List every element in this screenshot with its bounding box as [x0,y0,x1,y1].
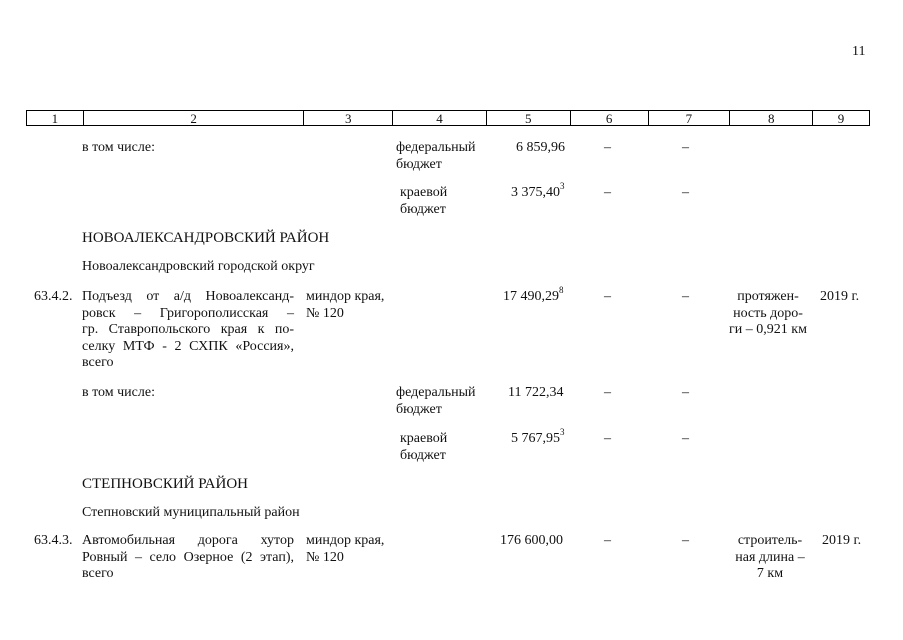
footnote-mark: 8 [559,285,564,296]
header-col-7: 7 [649,111,731,125]
total-amount: 17 490,29$^8$ [503,285,564,304]
funding-source-federal: федеральный бюджет [396,385,476,417]
funding-source-regional: краевой бюджет [400,185,448,217]
completion-year: 2019 г. [820,289,860,304]
header-col-1: 1 [27,111,84,125]
regional-amount: 3 375,40$^3$ [511,181,565,200]
header-col-5: 5 [487,111,571,125]
header-col-4: 4 [393,111,487,125]
col7-dash: – [682,533,689,548]
header-col-8: 8 [730,111,813,125]
footnote-mark: 3 [560,181,565,192]
col6-dash: – [604,185,611,200]
header-col-6: 6 [571,111,649,125]
federal-amount: 11 722,34 [508,385,564,400]
col6-dash: – [604,533,611,548]
header-col-9: 9 [837,111,845,126]
col7-dash: – [682,185,689,200]
result-indicator: строитель- ная длина – 7 км [735,533,805,581]
col7-dash: – [682,431,689,446]
completion-year: 2019 г. [822,533,862,548]
col7-dash: – [682,385,689,400]
executor: миндор края, № 120 [306,533,385,565]
result-indicator: протяжен- ность доро- ги – 0,921 км [729,289,807,337]
col6-dash: – [604,385,611,400]
total-amount: 176 600,00 [500,533,563,548]
funding-source-federal: федеральный бюджет [396,140,476,172]
item-number: 63.4.2. [34,289,73,304]
header-col-2: 2 [84,111,304,125]
district-subtitle: Степновский муниципальный район [82,505,300,520]
federal-amount: 6 859,96 [516,140,565,155]
col6-dash: – [604,431,611,446]
header-col-3: 3 [304,111,393,125]
district-title: СТЕПНОВСКИЙ РАЙОН [82,476,249,492]
footnote-mark: 3 [560,427,565,438]
col7-dash: – [682,289,689,304]
executor: миндор края, № 120 [306,289,385,321]
item-name: Автомобильная дорога хутор Ровный – село Озерное (2 этап), всего [82,533,294,581]
including-label: в том числе: [82,140,155,155]
col7-dash: – [682,140,689,155]
table-header-row [26,110,870,126]
district-subtitle: Новоалександровский городской округ [82,259,315,274]
item-number: 63.4.3. [34,533,73,548]
page-number: 11 [852,44,866,59]
regional-amount: 5 767,95$^3$ [511,427,565,446]
including-label: в том числе: [82,385,155,400]
funding-source-regional: краевой бюджет [400,431,448,463]
col6-dash: – [604,289,611,304]
item-name: Подъезд от а/д Новоалександ- ровск – Григорополисская – гр. Ставропольского края к по- селку МТФ - 2 СХПК «Россия», всего [82,289,294,370]
col6-dash: – [604,140,611,155]
district-title: НОВОАЛЕКСАНДРОВСКИЙ РАЙОН [82,230,330,246]
